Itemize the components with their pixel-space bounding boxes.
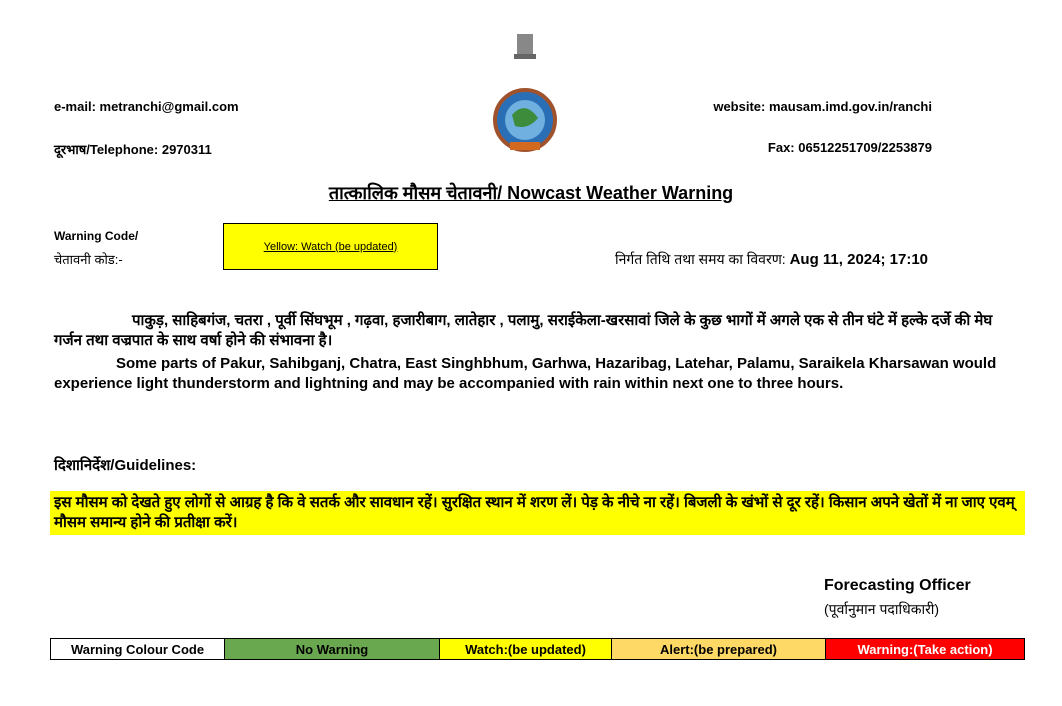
telephone: दूरभाष/Telephone: 2970311 [54, 142, 212, 157]
signature-title-hi: (पूर्वानुमान पदाधिकारी) [824, 601, 940, 617]
warning-code-label: Warning Code/ [54, 229, 139, 243]
issue-datetime [615, 250, 928, 269]
imd-logo-icon [490, 30, 560, 154]
message-hindi: पाकुड़, साहिबगंज, चतरा , पूर्वी सिंघभूम , गढ़वा, हजारीबाग, लातेहार , पलामु, सराईकेला-खरसावां जिले के कुछ भागों में अगले एक से तीन घंटे में हल्के दर्जे की मेघ गर्जन तथा वज्रपात के साथ वर्षा होने की संभावना है। [54, 312, 993, 349]
guidelines-heading: दिशानिर्देश/Guidelines: [54, 457, 197, 474]
message-english: Some parts of Pakur, Sahibganj, Chatra, East Singhbhum, Garhwa, Hazaribag, Latehar, Palamu, Saraikela Kharsawan would experience light thunderstorm and lightning and may be accompanied with rain within next one to three hours. [54, 355, 997, 392]
warning-code-badge: Yellow: Watch (be updated) [223, 223, 438, 270]
signature-title: Forecasting Officer [824, 577, 971, 594]
email: e-mail: metranchi@gmail.com [54, 99, 239, 114]
website: website: mausam.imd.gov.in/ranchi [713, 99, 932, 114]
issue-label: निर्गत तिथि तथा समय का विवरण: [615, 251, 786, 267]
colour-code-table [50, 638, 1025, 660]
warning-code-label-hi: चेतावनी कोड:- [54, 252, 123, 267]
colour-code-header: Warning Colour Code [51, 639, 225, 659]
fax: Fax: 06512251709/2253879 [767, 140, 932, 155]
colour-warning: Warning:(Take action) [826, 639, 1024, 659]
issue-value: Aug 11, 2024; 17:10 [789, 251, 929, 268]
page-title: तात्कालिक मौसम चेतावनी/ Nowcast Weather Warning [328, 183, 734, 203]
colour-watch: Watch:(be updated) [440, 639, 612, 659]
colour-no-warning: No Warning [225, 639, 440, 659]
colour-alert: Alert:(be prepared) [612, 639, 826, 659]
guidelines-text: इस मौसम को देखते हुए लोगों से आग्रह है कि वे सतर्क और सावधान रहें। सुरक्षित स्थान में शरण लें। पेड़ के नीचे ना रहें। बिजली के खंभों से दूर रहें। किसान अपने खेतों में ना जाए एवम् मौसम समान्य होने की प्रतीक्षा करें। [50, 491, 1025, 535]
